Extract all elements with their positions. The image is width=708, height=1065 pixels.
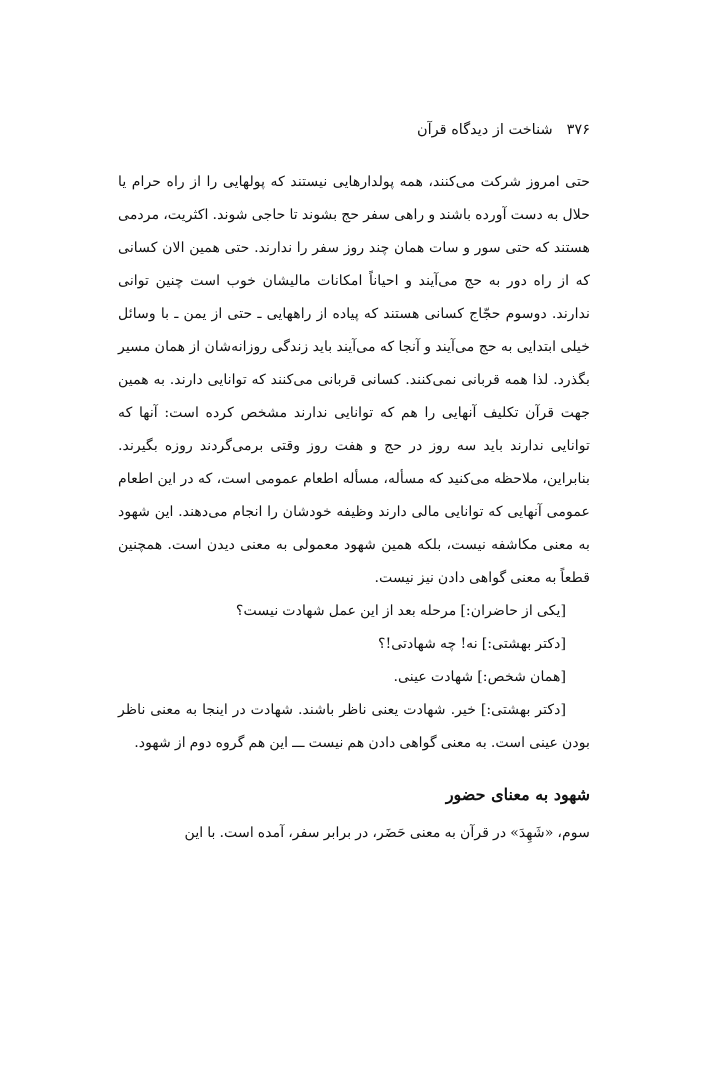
running-header [118,118,590,142]
dialogue-line: [دکتر بهشتی:] خیر. شهادت یعنی ناظر باشند. شهادت در اینجا به معنی ناظر بودن عینی است. به معنی گواهی دادن هم نیست ـــ این هم گروه دوم از شهود. [118,702,590,751]
dialogue-line: [یکی از حاضران:] مرحله بعد از این عمل شهادت نیست؟ [235,603,566,619]
running-title: شناخت از دیدگاه قرآن [416,122,553,138]
book-page [118,118,590,938]
dialogue-line: [دکتر بهشتی:] نه! چه شهادتی!؟ [377,636,566,652]
section-first-line: سوم، «شَهِدَ» در قرآن به معنی حَضَر، در برابر سفر، آمده است. با این [184,825,590,841]
dialogue-line: [همان شخص:] شهادت عینی. [393,669,566,685]
section-heading: شهود به معنای حضور [445,785,590,804]
main-text [118,166,590,760]
page-number: ۳۷۶ [566,122,590,138]
paragraph-main: حتی امروز شرکت می‌کنند، همه پولدارهایی نیستند که پولهایی را از راه حرام یا حلال به دست آورده باشند و راهی سفر حج بشوند تا حاجی شوند. اکثریت، مردمی هستند که حتی سور و سات همان چند روز سفر را ندارند. حتی همین الان کسانی که از راه دور به حج می‌آیند و احیاناً امکانات مالیشان خوب است چنین توانی ندارند. دوسوم حجّاج کسانی هستند که پیاده از راههایی ـ حتی از یمن ـ با وسائل خیلی ابتدایی به حج می‌آیند و آنجا که می‌آیند باید زندگی روزانه‌شان از همان مسیر بگذرد. لذا همه قربانی نمی‌کنند. کسانی قربانی می‌کنند که توانایی دارند. به همین جهت قرآن تکلیف آنهایی را هم که توانایی ندارند مشخص کرده است: آنها که توانایی ندارند باید سه روز در حج و هفت روز وقتی برمی‌گردند روزه بگیرند. بنابراین، ملاحظه می‌کنید که مسأله، مسأله اطعام عمومی است، که در این اطعام عمومی آنهایی که توانایی مالی دارند وظیفه خودشان را انجام می‌دهند. این شهود به معنی مکاشفه نیست، بلکه همین شهود معمولی به معنی دیدن است. همچنین قطعاً به معنی گواهی دادن نیز نیست. [118,174,590,586]
section-text [118,817,590,850]
